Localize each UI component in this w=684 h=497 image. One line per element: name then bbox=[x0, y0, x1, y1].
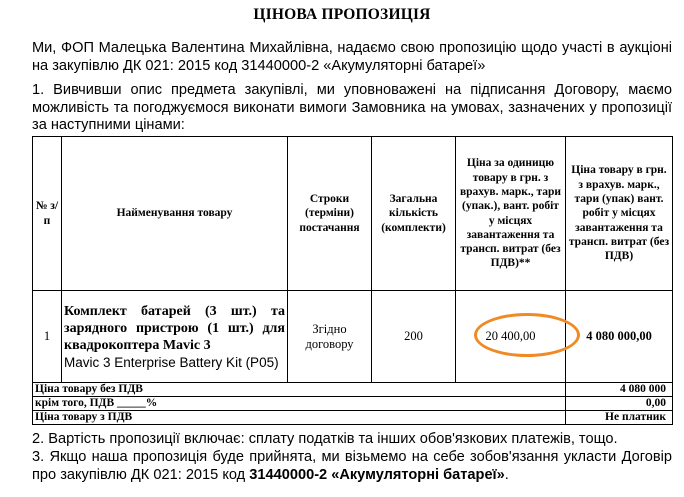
row-num: 1 bbox=[33, 291, 62, 383]
point-1-paragraph: 1. Вивчивши опис предмета закупівлі, ми уповноважені на підписання Договору, маємо можливість та погоджуємося виконати вимоги Замовника на умовах, зазначених у пропозиції за наступними цінами: bbox=[32, 82, 672, 134]
summary-value-no-vat: 4 080 000 bbox=[566, 383, 673, 397]
highlight-oval bbox=[474, 313, 580, 357]
summary-label-with-vat: Ціна товару з ПДВ bbox=[33, 411, 566, 425]
table-header-row bbox=[33, 137, 673, 291]
price-table bbox=[32, 136, 673, 425]
header-unit-price: Ціна за одиницю товару в грн. з врахув. марк., тари (упак.), вант. робіт у місцях завантаження та трансп. витрат (без ПДВ)** bbox=[456, 137, 566, 291]
header-num: № з/п bbox=[33, 137, 62, 291]
point-3-code: 31440000-2 «Акумуляторні батареї» bbox=[249, 466, 505, 483]
document-title: ЦІНОВА ПРОПОЗИЦІЯ bbox=[253, 6, 431, 23]
header-name: Найменування товару bbox=[62, 137, 288, 291]
row-terms: Згідно договору bbox=[288, 291, 372, 383]
summary-value-with-vat: Не платник bbox=[566, 411, 673, 425]
point-2-paragraph: 2. Вартість пропозиції включає: сплату податків та інших обов'язкових платежів, тощо. bbox=[32, 431, 618, 447]
summary-row bbox=[33, 411, 673, 425]
point-3-text: 3. Якщо наша пропозиція буде прийнята, ми візьмемо на себе зобов'язання укласти Договір про закупівлю ДК 021: 2015 код bbox=[32, 449, 672, 483]
header-terms: Строки (терміни) постачання bbox=[288, 137, 372, 291]
row-unit-price: 20 400,00 bbox=[456, 291, 566, 383]
row-name bbox=[62, 291, 288, 383]
point-3-paragraph bbox=[32, 449, 672, 484]
point-3-end: . bbox=[504, 466, 509, 483]
intro-paragraph: Ми, ФОП Малецька Валентина Михайлівна, надаємо свою пропозицію щодо участі в аукціоні на закупівлю ДК 021: 2015 код 31440000-2 «Акумуляторні батареї» bbox=[32, 40, 672, 74]
row-name-regular: Mavic 3 Enterprise Battery Kit (P05) bbox=[64, 354, 279, 370]
summary-row bbox=[33, 397, 673, 411]
header-qty: Загальна кількість (комплекти) bbox=[372, 137, 456, 291]
summary-row bbox=[33, 383, 673, 397]
summary-label-no-vat: Ціна товару без ПДВ bbox=[33, 383, 566, 397]
row-total-price: 4 080 000,00 bbox=[566, 291, 673, 383]
summary-label-vat: крім того, ПДВ _____% bbox=[33, 397, 566, 411]
summary-value-vat: 0,00 bbox=[566, 397, 673, 411]
row-name-bold: Комплект батарей (3 шт.) та зарядного пристрою (1 шт.) для квадрокоптера Mavic 3 bbox=[64, 303, 285, 353]
header-total-price: Ціна товару в грн. з врахув. марк., тари (упак) вант. робіт у місцях завантаження та трансп. витрат (без ПДВ) bbox=[566, 137, 673, 291]
row-qty: 200 bbox=[372, 291, 456, 383]
